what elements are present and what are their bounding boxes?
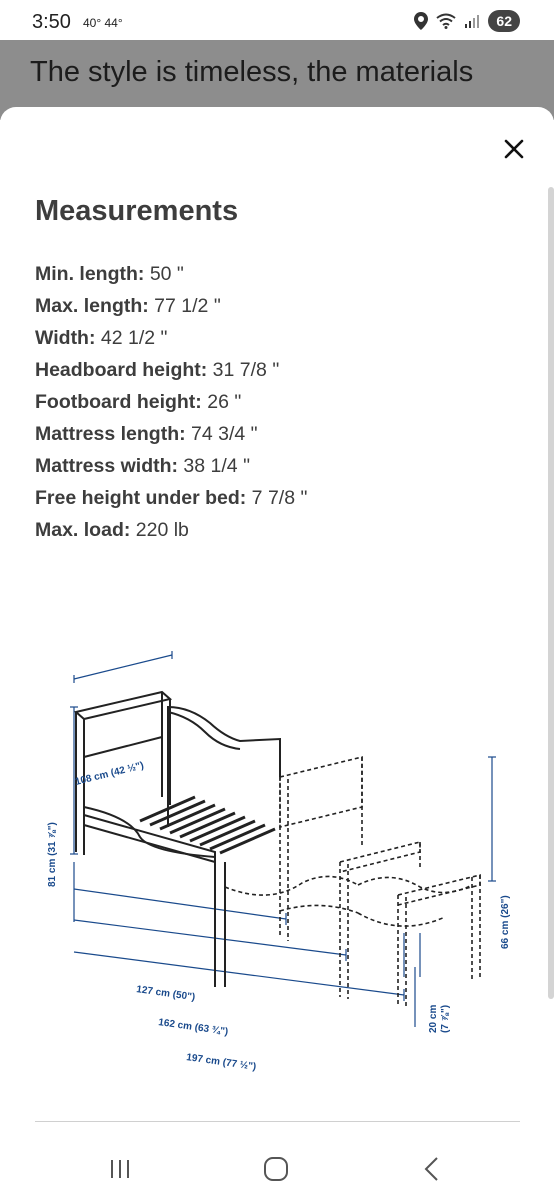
close-icon: [503, 138, 525, 160]
spec-value: 7 7/8 ": [246, 487, 308, 509]
spec-row-min-length: [35, 258, 307, 290]
recents-icon: [108, 1157, 132, 1181]
length-max-label: 197 cm (77 ½"): [185, 1052, 257, 1073]
spec-label: Width:: [35, 327, 96, 349]
spec-value: 77 1/2 ": [148, 295, 221, 317]
status-bar: [0, 0, 554, 40]
back-button[interactable]: [412, 1153, 452, 1185]
status-icons: [414, 9, 520, 33]
bed-measurement-diagram: [40, 637, 540, 1073]
spec-label: Max. load:: [35, 519, 131, 541]
spec-label: Free height under bed:: [35, 487, 247, 509]
footboard-height-label: 66 cm (26"): [500, 895, 511, 949]
spec-row-max-load: [35, 514, 307, 546]
back-icon: [422, 1156, 442, 1182]
width-label: 108 cm (42 ½"): [74, 760, 145, 788]
sheet-title: Measurements: [35, 195, 239, 227]
spec-row-footboard-height: [35, 386, 307, 418]
divider: [35, 1121, 520, 1122]
spec-row-mattress-width: [35, 450, 307, 482]
free-height-label-cm: 20 cm: [428, 1004, 439, 1033]
spec-value: 31 7/8 ": [207, 359, 280, 381]
spec-value: 220 lb: [130, 519, 189, 541]
system-nav-bar: [0, 1137, 554, 1200]
free-height-label-in: (7 ⅞"): [440, 1004, 451, 1033]
spec-label: Mattress width:: [35, 455, 179, 477]
spec-label: Headboard height:: [35, 359, 208, 381]
location-icon: [414, 12, 428, 30]
length-mid-label: 162 cm (63 ¾"): [157, 1017, 229, 1038]
home-icon: [263, 1156, 289, 1182]
spec-value: 42 1/2 ": [95, 327, 168, 349]
bed-slats: [140, 797, 275, 853]
status-temperatures: 40° 44°: [83, 16, 123, 30]
scrollbar[interactable]: [548, 187, 554, 999]
wifi-icon: [436, 13, 456, 29]
measurements-sheet: [0, 107, 554, 1137]
spec-row-free-height: [35, 482, 307, 514]
background-page-text: The style is timeless, the materials: [30, 56, 474, 88]
signal-icon: [464, 13, 480, 29]
spec-value: 74 3/4 ": [185, 423, 258, 445]
close-button[interactable]: [496, 131, 532, 167]
spec-row-mattress-length: [35, 418, 307, 450]
length-min-label: 127 cm (50"): [135, 984, 196, 1004]
recents-button[interactable]: [100, 1153, 140, 1185]
spec-label: Mattress length:: [35, 423, 186, 445]
spec-label: Footboard height:: [35, 391, 202, 413]
status-time: 3:50: [32, 11, 71, 33]
spec-row-max-length: [35, 290, 307, 322]
headboard-height-label: 81 cm (31 ⅞"): [47, 822, 58, 887]
spec-label: Max. length:: [35, 295, 149, 317]
spec-value: 38 1/4 ": [178, 455, 250, 477]
spec-row-width: [35, 322, 307, 354]
spec-value: 26 ": [201, 391, 242, 413]
spec-value: 50 ": [144, 263, 184, 285]
home-button[interactable]: [256, 1153, 296, 1185]
spec-label: Min. length:: [35, 263, 145, 285]
dimension-labels: [47, 760, 511, 1073]
extension-dashed: [225, 757, 480, 1009]
spec-list: [35, 258, 307, 546]
battery-indicator: 62: [488, 10, 520, 32]
spec-row-headboard-height: [35, 354, 307, 386]
